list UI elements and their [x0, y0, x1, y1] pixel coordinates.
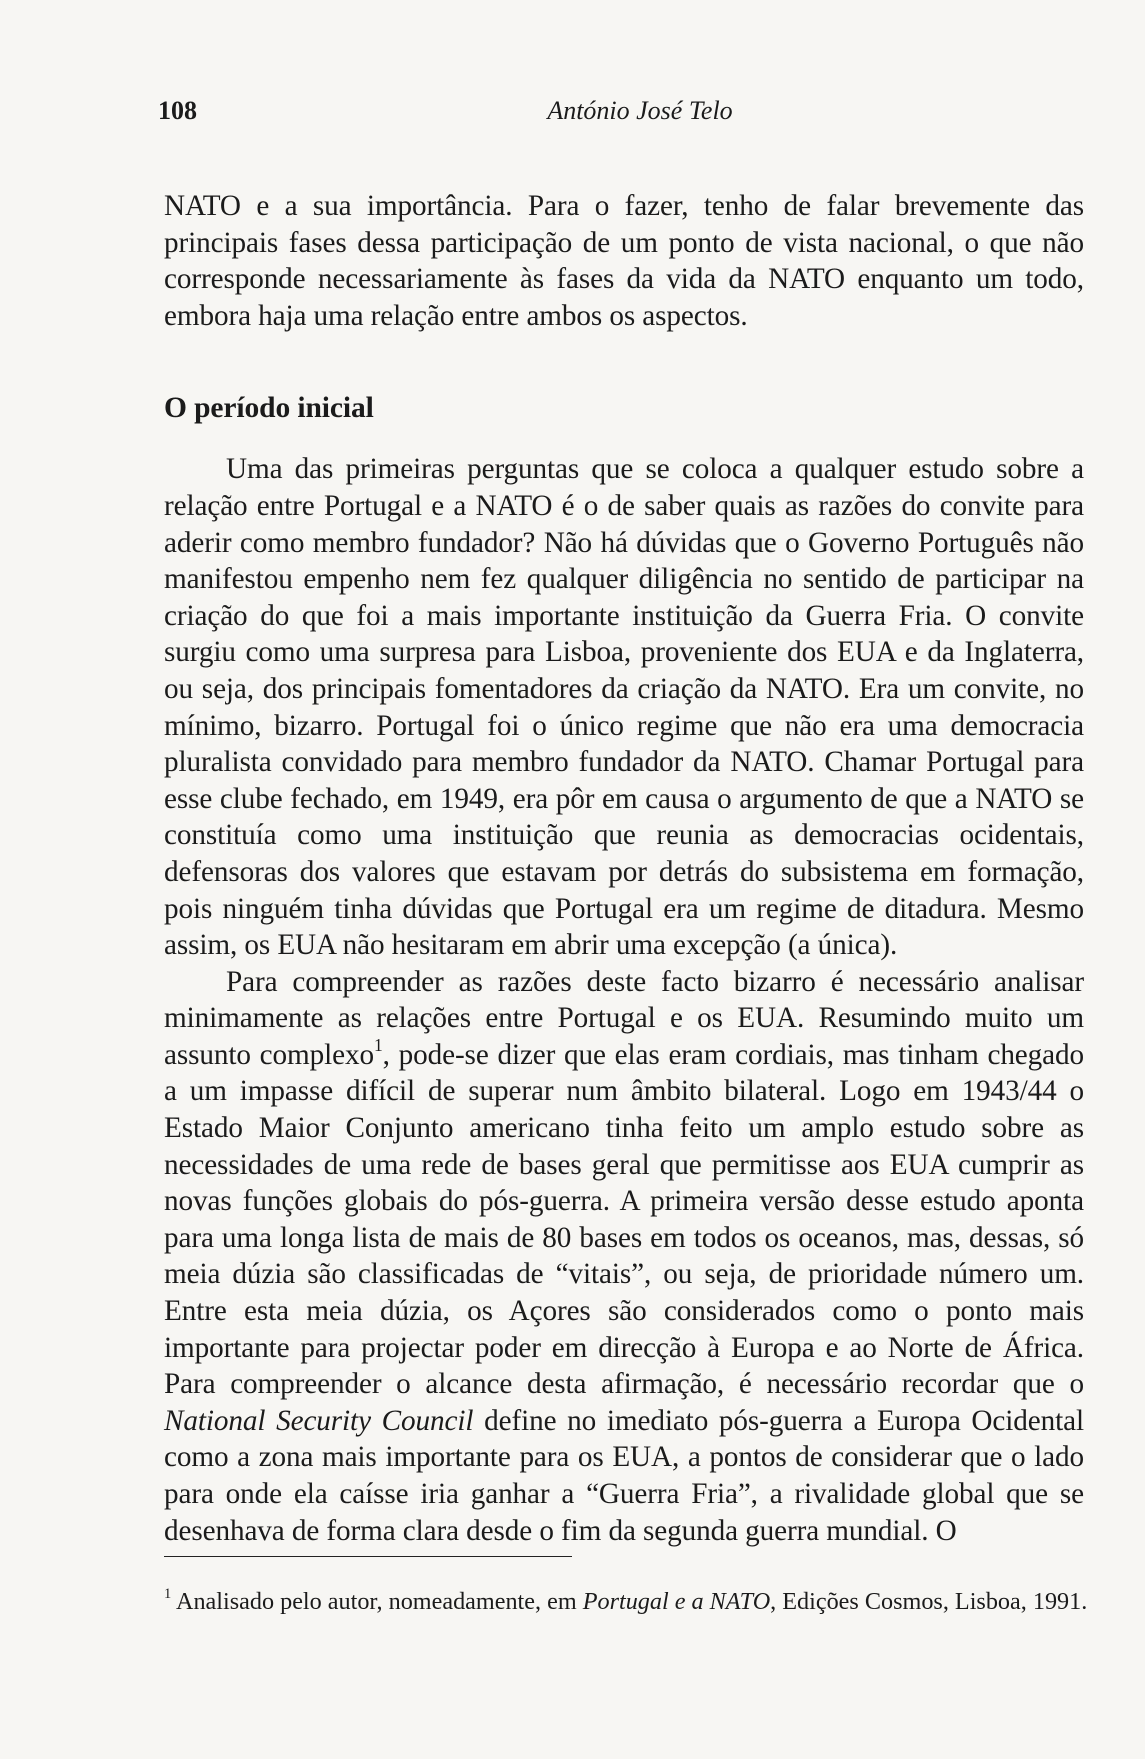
paragraph-2-start: Para compreender as razões deste facto bizarro é necessário analisar minimamente as relações entre Portugal e os EUA. Resumindo muito um assunto complexo	[164, 965, 1084, 1071]
footnote-text-before: Analisado pelo autor, nomeadamente, em	[171, 1588, 583, 1615]
running-title: António José Telo	[547, 96, 733, 125]
paragraph-2-middle: , pode-se dizer que elas eram cordiais, mas tinham chegado a um impasse difícil de superar num âmbito bilateral. Logo em 1943/44 o Estado Maior Conjunto americano tinha feito um amplo estudo sobre as necessidades de uma rede de bases geral que permitisse aos EUA cumprir as novas funções globais do pós-guerra. A primeira versão desse estudo aponta para uma longa lista de mais de 80 bases em todos os oceanos, mas, dessas, só meia dúzia são classificadas de “vitais”, ou seja, de prioridade número um. Entre esta meia dúzia, os Açores são considerados como o ponto mais importante para projectar poder em direcção à Europa e ao Norte de África. Para compreender o alcance desta afirmação, é necessário recordar que o	[164, 1038, 1085, 1401]
section-heading: O período inicial	[164, 392, 374, 425]
footnote-reference: 1	[373, 1034, 383, 1055]
body-text	[164, 188, 1084, 1549]
footnote-text-after: , Edições Cosmos, Lisboa, 1991.	[770, 1588, 1088, 1615]
footnote-divider	[164, 1556, 572, 1557]
intro-paragraph: NATO e a sua importância. Para o fazer, tenho de falar brevemente das principais fases dessa participação de um ponto de vista nacional, o que não corresponde necessariamente às fases da vida da NATO enquanto um todo, embora haja uma relação entre ambos os aspectos.	[164, 190, 1084, 332]
paragraph-2	[164, 964, 1084, 1550]
paragraph-1: Uma das primeiras perguntas que se coloca a qualquer estudo sobre a relação entre Portugal e a NATO é o de saber quais as razões do convite para aderir como membro fundador? Não há dúvidas que o Governo Português não manifestou empenho nem fez qualquer diligência no sentido de participar na criação do que foi a mais importante instituição da Guerra Fria. O convite surgiu como uma surpresa para Lisboa, proveniente dos EUA e da Inglaterra, ou seja, dos principais fomentadores da criação da NATO. Era um convite, no mínimo, bizarro. Portugal foi o único regime que não era uma democracia pluralista convidado para membro fundador da NATO. Chamar Portugal para esse clube fechado, em 1949, era pôr em causa o argumento de que a NATO se constituía como uma instituição que reunia as democracias ocidentais, defensoras dos valores que estavam por detrás do subsistema em formação, pois ninguém tinha dúvidas que Portugal era um regime de ditadura. Mesmo assim, os EUA não hesitaram em abrir uma excepção (a única).	[164, 453, 1084, 962]
page-number: 108	[158, 96, 197, 125]
paragraph-2-end: define no imediato pós-guerra a Europa Ocidental como a zona mais importante para os EUA, a pontos de considerar que o lado para onde ela caísse iria ganhar a “Guerra Fria”, a rivalidade global que se desenhava de forma clara desde o fim da segunda guerra mundial. O	[164, 1404, 1084, 1547]
footnote-italic-title: Portugal e a NATO	[582, 1588, 771, 1615]
running-header	[158, 96, 1082, 130]
italic-term: National Security Council	[164, 1404, 474, 1437]
footnote-marker: 1	[164, 1586, 172, 1603]
footnote	[164, 1587, 1089, 1617]
